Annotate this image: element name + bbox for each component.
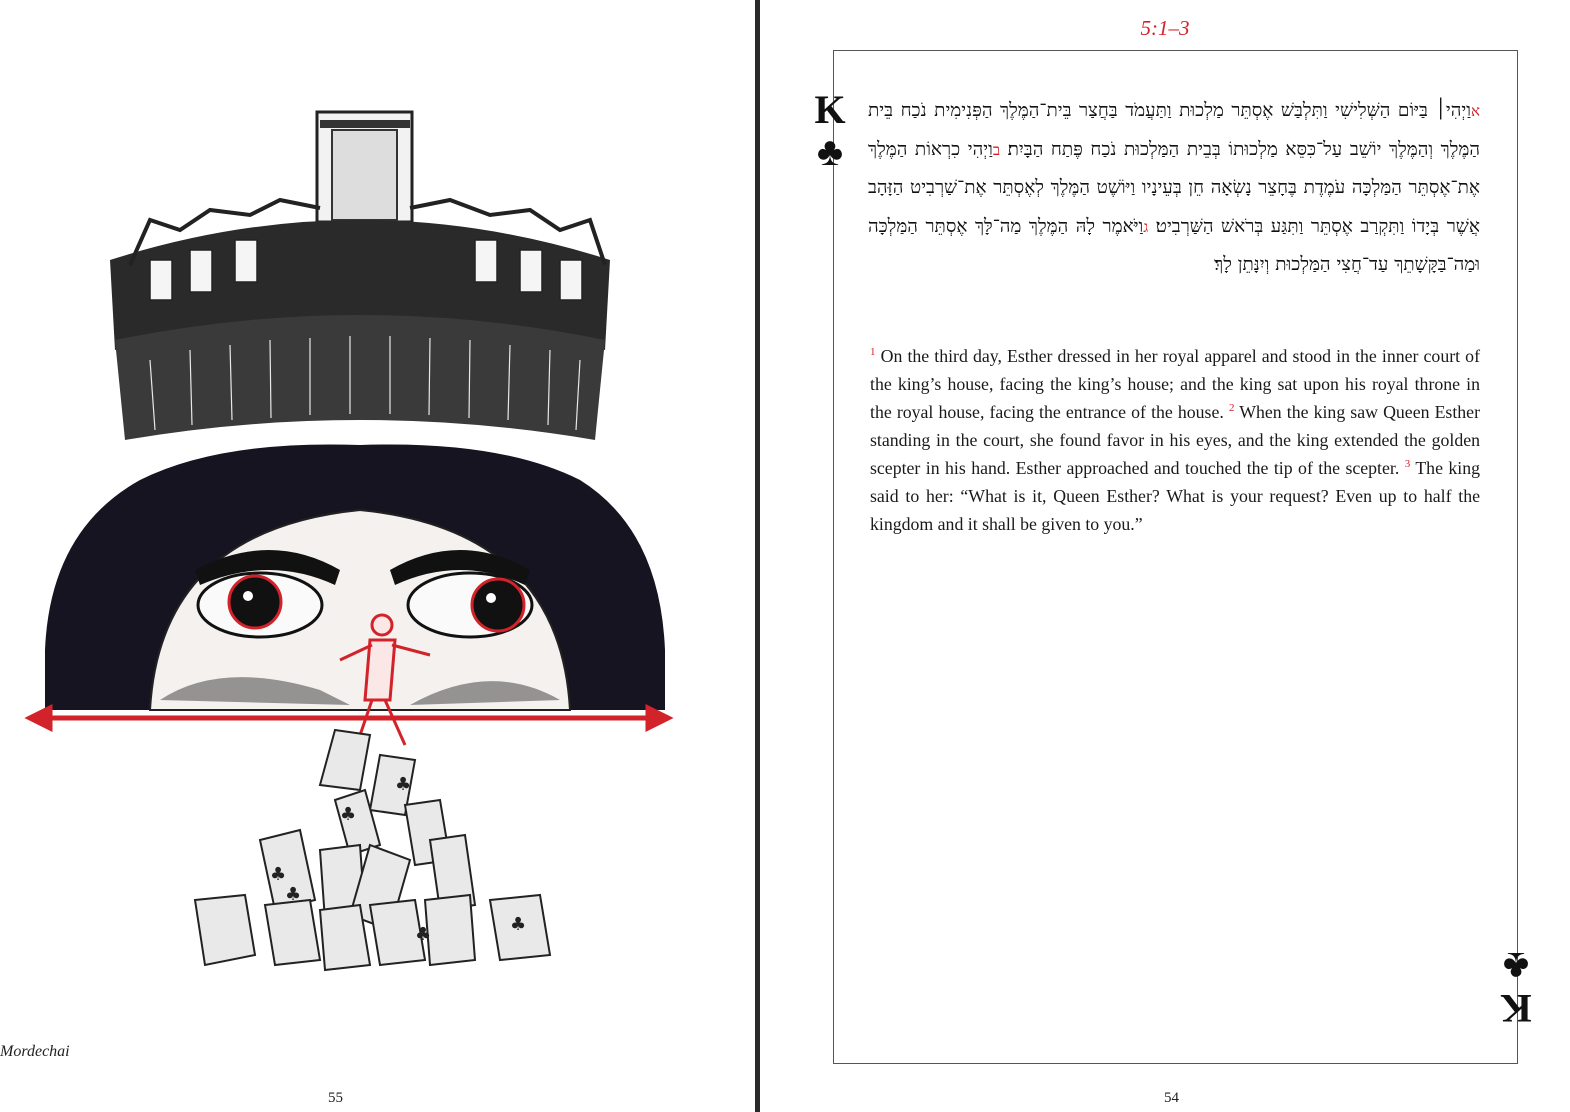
svg-text:♣: ♣ xyxy=(340,804,357,825)
english-verse-1: On the third day, Esther dressed in her royal apparel and stood in the inner court of the king’s house, facing the king’s house; and the king sat upon his royal throne in the royal house, facing the entrance of the house. xyxy=(870,346,1480,422)
english-translation xyxy=(870,342,1480,538)
verse-marker-3: ג xyxy=(1143,217,1149,236)
card-rank-letter: K xyxy=(814,87,846,132)
illustration-credit: Mordechai xyxy=(0,1043,70,1060)
right-page xyxy=(760,0,1570,1112)
english-verse-2: When the king saw Queen Esther standing in the court, she found favor in his eyes, and the king extended the golden scepter in his hand. Esther approached and touched the tip of the scepter. xyxy=(870,402,1480,478)
english-verse-3: The king said to her: “What is it, Queen Esther? What is your request? Even up to half the kingdom and it shall be given to you.” xyxy=(870,458,1480,534)
svg-text:♣: ♣ xyxy=(415,924,432,945)
verse-marker-2: ב xyxy=(992,140,1001,159)
illustration-crowned-face-house-of-cards xyxy=(20,100,700,990)
page-number-left: 55 xyxy=(328,1090,343,1106)
card-corner-bottom-right xyxy=(1496,946,1536,1030)
verse-number-1: 1 xyxy=(870,346,876,359)
svg-text:♣: ♣ xyxy=(510,914,527,935)
svg-text:♣: ♣ xyxy=(270,864,287,885)
hebrew-verse-2: וַיְהִי כִרְאוֹת הַמֶּלֶךְ אֶת־אֶסְתֵּר הַמַּלְכָּה עֹמֶדֶת בֶּחָצֵר נָשְׂאָה חֵן בְּעֵינָיו וַיּוֹשֶׁט הַמֶּלֶךְ לְאֶסְתֵּר אֶת־שַׁרְבִיט הַזָּהָב אֲשֶׁר בְּיָדוֹ וַתִּקְרַב אֶסְתֵּר וַתִּגַּע בְּרֹאשׁ הַשַּׁרְבִיט׃ xyxy=(868,138,1480,237)
page-number-right: 54 xyxy=(1164,1090,1179,1106)
verse-number-2: 2 xyxy=(1228,402,1235,415)
verse-marker-1: א xyxy=(1470,102,1480,120)
card-corner-top-left xyxy=(810,88,850,172)
card-rank-letter: K xyxy=(1500,986,1532,1031)
hebrew-verse-3: וַיֹּאמֶר לָהּ הַמֶּלֶךְ מַה־לָּךְ אֶסְתֵּר הַמַּלְכָּה וּמַה־בַּקָּשָׁתֵךְ עַד־חֲצִי הַמַּלְכוּת וְיִנָּתֵן לָךְ׃ xyxy=(868,215,1480,275)
crown-castle xyxy=(110,112,610,440)
svg-text:♣: ♣ xyxy=(395,774,412,795)
chapter-verse-reference: 5:1–3 xyxy=(1140,16,1190,40)
hebrew-verse-1: וַיְהִי׀ בַּיּוֹם הַשְּׁלִישִׁי וַתִּלְבַּשׁ אֶסְתֵּר מַלְכוּת וַתַּעֲמֹד בַּחֲצַר בֵּית־הַמֶּלֶךְ הַפְּנִימִית נֹכַח בֵּית הַמֶּלֶךְ וְהַמֶּלֶךְ יוֹשֵׁב עַל־כִּסֵּא מַלְכוּתוֹ בְּבֵית הַמַּלְכוּת נֹכַח פֶּתַח הַבָּיִת׃ xyxy=(868,100,1480,160)
verse-number-3: 3 xyxy=(1404,458,1411,471)
hebrew-text xyxy=(868,92,1480,285)
house-of-cards xyxy=(195,730,550,970)
club-suit-icon: ♣ xyxy=(816,129,844,174)
svg-text:♣: ♣ xyxy=(285,884,302,905)
left-page xyxy=(0,0,755,1112)
club-suit-icon: ♣ xyxy=(1502,944,1530,989)
